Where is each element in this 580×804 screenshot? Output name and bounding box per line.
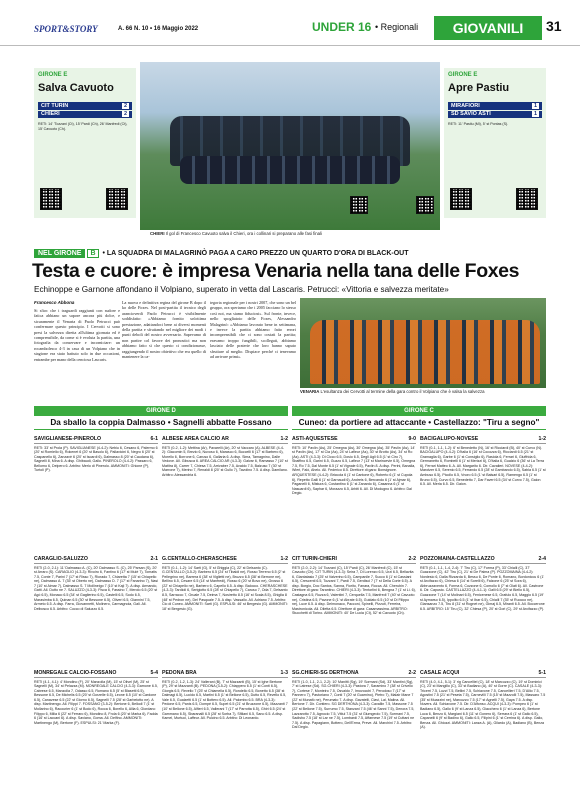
girone-c-section [292,406,546,430]
photo-caption [150,232,440,237]
goals-text: RETI: 11' Pastiu (Mi), 5' st Pontas (S). [448,122,509,126]
girone-label: GIRONE E [38,72,68,78]
qr-code-icon [40,188,62,210]
match-text: RETI: 33' st Prola (P). SAVIGLIANESE (4-4-2): Nebiu 6, Cesano 6, Palermo 6 (20' st Romiello 6), Rokenet 6 (20' st Basolo 6), Pallavicini 6, Negro 6 (20' st Caspanello 6), Zanzavè 6 (20' st Isoardi 6), Dalmasso 8 (20' st Caudana 6), Sagnelli 8, Mina 6. A disp. Ghibaudi, Gallo. PINEROLO (4-4-2): Passaro 6, Bellomo 6, Delpero 6. Arbitro: Merlo di Pinerolo. AMMONITI: Ghione (P), Turtoli (P). [34,445,158,473]
right-result-box [444,68,546,218]
qr-code-icon [450,188,472,210]
article-author: Francesco Abbona [34,300,75,305]
score-row: SD SAVIO ASTI 1 [448,111,542,119]
girone-tag: NEL GIRONE [34,249,85,258]
match-report [34,436,158,552]
result-title: Apre Pastiu [448,82,510,94]
venaria-caption-text: L'esultanza dei Cervotti al termine della gara contro il Volpiano che è valsa la salvezza [320,389,485,394]
match-header: MONREGALE CALCIO-FOSSANO 5-4 [34,670,158,676]
section-header-bar [34,406,288,416]
match-report [292,670,416,790]
girone-label: GIRONE E [448,72,478,78]
match-text: RETI (0-1, 1-2): 14' Sarti (G), 5' st Ghiggia (C), 22' st Delsanto (C). G.CENTALLO (3-5-2): Barbero 6.5 (24' st Tibaldi ne), Rosso Terreno 6.5 (2' st Pellegrino ne), Barrera 6 (38' st Viglietti ne), Bruzzo 6.5 (38' st Berrone ne), Bellino 6.5, Cesare 6.5 (14' st Manfredi), Rosso 6 (20' st Bovo ne), Grosso 6 (22' st Chiapello ne), Barbero 6, Capello 6.5. A disp. Balocco. CHERASCHESE (4-3-3): Tardioli 6, Serigiotto 6.5 (28' st Chiapello 7), Caruso 7, Oda 7, Delsanto 8.5, Sarracco 7, Gruale 7.5, Deima 7, Nosiretto 8.5 (16' st Scala 8.5), Ghiglia 8 (48' st Pedron ne), Del Pasquale 7.5. A disp. Vassallo. All. Adriano 7.5. Arbitro: Cio di Cuneo. AMMONITI: Sarti (G). ESPULSI: 46' st Bergesio (G). AMMONITI: 18' st Bergesio (G). [162,565,288,611]
article-kicker [34,248,546,258]
section-title: Da sballo la coppia Dalmasso • Sagnelli abbatte Fossano [34,416,288,430]
article-column: Si sfioc che i traguardi raggiunti con sudore e fatica abbiano un sapore ancora più dolce, e sicuramente il Venaria di Paolo Petrucci può confermare questo principio. I Cervotti si sono presi la salvezza diretta all'ultima giornata ed è comprensibile, da come si è evoluta la partita, una fotografia da conservare e incorniciare: un rocambolesco 4-3 in casa di un Volpiano che in stagione era stato battuto solo in due occasioni, entrambe per mano della cenciosa Lascaris. [34,308,120,362]
match-report [162,670,288,790]
match-header: SAVIGLIANESE-PINEROLO 6-1 [34,436,158,442]
players-celebrating [310,320,540,384]
match-report [292,436,416,552]
section-title: Cuneo: da portiere ad attaccante • Castellazzo: "Tiru a segno" [292,416,546,430]
kicker-text: • LA SQUADRA DI MALAGRINÒ PAGA A CARO PREZZO UN QUARTO D'ORA DI BLACK-OUT [102,249,409,257]
match-header: CIT TURIN-CHIERI 2-2 [292,556,416,562]
qr-code-icon [516,188,538,210]
match-header: BACIGALUPO-NOVESE 1-2 [420,436,546,442]
venaria-caption [300,390,546,395]
score-table [448,102,542,118]
match-header: PEDONA BRA 1-3 [162,670,288,676]
article-column: tegoria regionale per i nostri 2007, che sono un bel gruppo, ora speriamo che i 2005 facciano lo stesso così noi, ma siamo fiduciosi». Sul fronte, invece, nello spogliatoio delle Foxes, Alessandro Malagrinò: «Abbiamo lavorato bene in settimana, e invece la partita abbiamo fatto errori incomprensibili che ci sono costati la partita; eravamo troppo fungibili, scollegati, abbiamo lasciato delle praterie che loro hanno saputo sfruttare al meglio. Dispiace perché ci tenevamo ad arrivare primi». [210,300,296,360]
match-text: RETI (0-1, 1-1, 1-4, 2-4): 7' Tiru (C), 17' Forma (P), 33' Chialli (C), 37' Guazzone (C), 42' Tiru (C), 21' st De Palma (P). POZZOMAINA (4-4-2): Nordesio 6, Dalla Rizzarda 6, Bessu 6, De Ponte 6, Romano, Bordoniccu 6 (1' st Arcifazzo 6), Chiesa 6 (14' st Sorelli 6), Falzone 6 (25' st Sora 6), Abbruzzavento 6, Forma 6, Cozzone 6, Comollo 6 (7' st Olati 6). All. Castrone 6. Dir. Capusto. CASTELLAZZO (4-4-1-1): Galli 6.5 (29' st Biello 6.5), Guazzone 7 (14' st Molinari 6.5), Fenicenese 6.5, Grafulo 6.5, Maggio 6.5 (19' st Aymarso 6.5), Ippolito 6.5 (1' st Ibar 6.5), Chialli 7 (35' st Ruocco ne), Giansanzo 7.5, Tiru 8 (31' st Rognet ne), Gimaj 6.5, Miranti 6.5. All. Boccerone 6.5. ARBITRO: 15' Tiru (C), 32' Chiesa (P), 20' st Gori (C), 29' st Arcifazzo (P). [420,565,545,611]
section-label: GIRONE D [146,408,176,414]
match-text: RETI (2-0, 2-2): 14' Tozzani (C), 15' Pardi (C), 26' Manfredi (C), 15' st Cavuoto (Ch). CIT TURIN (4-3-3): Seira 7, Di Lorenzo 6.5, Urzi 6.5, Bellavita 6, Giantatasio 7 (25' st Valverino 6.5), Campanile 7, Succo 6 (1' st Cassiani 6.5), Crescenti 6.5, Tozzani 7, Pardi 7.5, Gerdisci 7 (7' st Della Corte 6.5). A disp. Borgio, Doc Santos, Sanna, Fiorito, Fanara, Rocca. All. Cherubin 7. Direttore di gara: Tarantino. CHIERI (4-3-3): Tentorlini 6, Bengna 7 (1' st Li. 6), Castagna 6.5, Ruzza 6, Valentini 7, Cerquella 7.5, Manfredi 7 (40' st Cavuoto ne), Cristina 6.5, Pavone 6 (1' st Abrate 6.5), Guidato 6.5 (10' st Di Filippo ne), Luce 6.5. A disp. Delmonaco, Pacconi, Spinelli, Pizzuti, Ferreira, Mastronicola. All. Diletta 6.5. Direttore di gara: Casamassima. ARBITRO: Stucchetti di Torino. AMMONITI: 40' De Lucia (Ct), 52' st Cavuoto (Ch). [292,565,416,616]
match-column [292,436,416,790]
match-header: SG.CHIERI-SG DERTHONA 2-2 [292,670,416,676]
match-column [420,436,546,790]
match-header: CASALE ACQUI 5-1 [420,670,546,676]
match-header: POZZOMAINA-CASTELLAZZO 2-4 [420,556,546,562]
players-front-row [180,156,400,184]
match-header: CARAGLIO-SALUZZO 2-1 [34,556,158,562]
page-number: 31 [546,18,562,34]
match-column [162,436,288,790]
match-report [34,670,158,790]
section-banner: GIOVANILI [434,16,542,40]
match-text: RETI (2-0, 2-1): 11' Dalmasso A. (C), 20' Dalmasso S. (C), 25' Parsan (S), 20' st Arraro (S). CARAGLIO (4-3-3): Rivoiro 6, Fantino 6 (17' st Mulè 7), Tomatis 7.5, Conte 7, Parini 7 (17' st Risso 7), Riorado 7, Chiaretta 7 (15' st Chiapello ne), Dalmasso A. 7 (35' st Oberto ne), Dalmasso D. 7 (17' st Fanarino 7), Nasi 7 (10' st Aimar 7), Dalmasso S. 7 Mollineigo 7 (10' st Kaji 7). A disp. Armando, Gatti. All. Dutto ne 7. SALUZZO (4-3-3): Fisca 6, Fassino 7, Merolo 6.5 (20' st Agò 6.5), Monaco 6.5 (34' st Gaglierino 6.5), Castelli 6.5, Sodo 6.5, Marasimba 6.5, Quinan 6.5 (30' st Bessone 6.5), Oliveri 6.5, Giannini 7.5, Armeto 6.5. A disp. Farra, Giovannetti, Molinero, Carmagnola, Gali. All. Delbosco 6.5. Arbitro: Cocco di Saluzzo 6.5. [34,565,158,611]
section-header-bar [292,406,546,416]
match-text: RETI (0-1, 1-1, 1-2): 6' st Benedetto (N), 16' st Ricciardi (B), 40' st Curvo (N). BACIGALUPO (4-4-2): D'Italia 6 (16' st Cocozza 6), Ricciardi 6.5 (21' st Gramaglia 6), Garbe 6 (1' st Consiglio 6), Rasiola 6, Ferrari 6, Giuffrida 6, Germanetto 6, Rombelli 6 (1' st Merizzi 6), D'Italia 6, Gualzio 6 (36' st La Terra 6), Ferrari Matteo 6. A. All. Margarito 6. Dir. Cavalieri. NOVESE (4-4-2): Marotzer 6.5, Serenio 6.5, Ferrando 6.5 (28' st Gambarolo 6.5), Sabla 6.5 (1' st Ambuso 6.5), Picollo 6.5, Vnoro 6.5 (1' st Balsari 6.5), Ramengo 6.5 (1' st Bruno 6.5), Curvo 6.5, Benedetto 7, Dar Faveri 6.5 (34' st Curvo 7.5), Gaion 6.5. All. Merla 6.5. Dir. Gaion. [420,445,546,487]
qr-code-icon [106,188,128,210]
left-result-box [34,68,136,218]
category-label: UNDER 16 [312,20,372,34]
venaria-caption-label: VENARIA [300,389,320,394]
score-table [38,102,132,118]
match-text: RETI: 10' Pavlin (As), 25' Omegna (As), 30' Omegna (As), 35' Pavlin (As), 14' st Pavlin (As), 17' st Cia (As), 24' st Lafleur (As), 30' st Brotto (As), 34' st Ro (As). ASTI (4-3-3): Di Cicco 6.5, Dosio 6.5, Degli Agli 6.5 (1' st Ciro 7), Sbaffino 6.5, Garini 6.5, Guzzo 6.5, Lafleur 7 (13' st Marincevie 6.5), Omegna 7.5, Ro 7.5, Dal Monte 6.5 (1' st Vignale 6.5), Pavlin 8. A disp. Perini, Banalla, Wieri, Falò, Ahelo. All. Federico 8.5. Direttore di gara: Bonsignore. ARQUESTESE (4-4-2): Briccola 6 (1' st Cantone 6), Roberto 6 (1' st Cupola 6), Repetto Galli 6 (1' st Garnaudi 6), Andreis 6, Bercando 6 (1' st Ajmar 6), Paganelli 6, Mistura 6, Costantino 6 (1' st Zanardo 6), Casanna 6 (1' st Nasuardi 6), Saphar 6, Morazzo 6.5, Arbiti 6. All. Di Modugno 6. Arbitro: Dal Degio. [292,445,416,496]
match-report [420,556,546,666]
photo-caption-label: CHIERI [150,231,165,236]
girone-tag-letter: B [87,249,98,258]
match-column [34,436,158,790]
result-title: Salva Cavuoto [38,82,114,94]
match-report [420,436,546,552]
qr-code-icon [416,196,434,214]
score-row: MIRAFIORI 1 [448,102,542,110]
match-header: ALBESE AREA CALCIO AR 1-2 [162,436,288,442]
page-header [0,0,580,46]
team-photo [140,62,440,230]
match-report [420,670,546,790]
match-header: ASTI-AQUESTESE 9-0 [292,436,416,442]
match-text: RETI (1-0, 1-1, 2-1, 2-2): 10' Manitti (Sg), 19' Sormani (Sd), 33' Mantini (Sg), 7' st Latrese (Sd). SG.CHIERI (4-3-3): Pastora 7, Saramino 7 (38' st Crivello 7), Cortese 7, Monteiro 7.5, Osvaldo 7, Imovocchi 7, Perodoso 7 (17' st Pannero 7), Pastoriano 7, Conti 7 (20' st Guarnino), Pietro 7), Malair Mane 7 (22' st Munafò ne), Perumato 7. A disp. Gavatelli, Ciavi, Lai, Malina. All. Bertone 7. Dir. Contiero. SG DERTHONA (4-3-3): Cavallin 7.5, Massone 7.5 (22' st Bellone 7.5), Surrumo 7.5, Stanzani 7.5 (46' st Sanni 7.5), Denora 7.5, Lazzarotto 7.5, Agnocio 7.5, Vitiul 7.5 (31' st Giumgeolo 7.5), Sormani 7.5, Sadisho 7.5 (18' st Lar ne 7.5), Lombardi 7.5, Affarnese 7.5 (19' st Cuttani ne 7.5). A disp. Papagiann, Bottero, Dell'Erma, Preve. All. Marchini 7.5. Arbitro: Dal Degio. [292,679,415,730]
subcategory-label: • Regionali [375,22,419,32]
match-report [34,556,158,666]
article-subhead: Echinoppe e Garnone affondano il Volpiano, superato in vetta dal Lascaris. Petrucci: «Vittoria e salvezza meritate» [34,285,449,294]
match-report [162,436,288,552]
article-headline: Testa e cuore: è impresa Venaria nella tana delle Foxes [32,260,520,282]
qr-code-icon [350,196,368,214]
match-text: RETI (4-0, 4-1, 5-1): 3' rig Cancelliel (C), 18' st Marcuzzo (C), 19' st Dominici (C), 23' st Mangillo (C), 33' st Badiano (A), 40' st Gorre (C). CASALE (4-3-3): Tricerri 7.5, Luzzi 7.5, Bellini 7.5, Schiavone 7.5, Cancellieri 7.5, D'Allio 7.5, Agostini 7.5 (21' st Peseta 7.5), Carnevilli 7.5 (15' st Mazzolli 7.5), Massaro 7.5 (35' st Muazzini ne), Marcuzzo 7.5 (17' st Agnelli 7.5), Gaya 7.5. A disp. Nuvers. All. Schiavone 7.5. Dir. D'Alfonso. ACQUI (4-3-3): Pompeo 6 (1' st Badiano 6.5), Gallo 6 (9' st Lanza 6.5), Giacchero 6 (1' st Lanza 6), Bertone Luca 6, Benzo 6, Margiani 6.5 (11' st Gonero 6), Serrara 6 (1' st Gallo 6.5), Capanelli 6 (9' st Badino 6), Gallo 6.5, Filipini 6 (1' st Cerrina 6). A disp. Galio, Benza. All. Ghiozzi. AMMONITI: Lanza A. (A), Gilardo (A), Badiano (B), Benza (A). [420,679,546,730]
girone-d-section [34,406,288,430]
match-report [162,556,288,666]
match-text: RETI (0-2, 1-2, 1-3): 24' Vallerani (B), 7' st Mazzanti (B), 15' st Ighe Bertone (P), 29' st Mazzanti (B). PEDONA (3-5-2): Chiappero 6.5 (1' st Conti 6.5), Giorgis 6.5, Revello 7 (25' st Chiamella 6.5), Rondello 6.5, Bonetto 6.5 (38' st Dalmagi 6.5), Lucido 6.5, Martini 6.5 (1' st Bellone 6.5), Dutto 6.5, Revello 6.5, Vale 6.5, Gualzetti 6.5 (1' st Bottero 6.5). All. Palombo 6.5. BRA (4-3-3): Pedone 6.5, Panis 6.5, Dompé 6.5, Supet 6.5 (21' st Bruzzone 6.5), Mazzanti 7 (10' st Bellone 6.5), Alfieri 6.5, Vallerani 7 (17' st Parrotta 6.5), Ghiri 6.5 (24' st Gammano 6.5), Sbaranalli 6.5 (28' st Sorba 7), Sfiliani 6.5, Sano 6.5. A disp. Kamel, Murtuci, Laffeur. All. Pulcino 6.5. Arbitro: Di Leonardo. [162,679,288,721]
match-header: G.CENTALLO-CHERASCHESE 1-2 [162,556,288,562]
goals-text: RETI: 14' 'Tozzani (Ct), 15' Pardi (Ch), 26' Manfredi (Ct), 15' Cavuoto (Ch). [38,122,128,131]
article-column: La nuova e definitiva regina del girone B dopo il ko delle Foxes. Nel post-partita il tecnico degli arancioverdi Paolo Petrucci è visibilmente soddisfatto: «Abbiamo fornito un'ottima prestazione, adattandoci bene ai diversi momenti della partita e sfruttando nel migliore dei modi i punti deboli del nostro avversario. Sapevamo di non partire col favore dei pronostici ma non abbiamo fatto sì che questo ci condizionasse, raggiungendo il nostro obiettivo che era quello di mantenere la ca- [122,300,206,360]
newspaper-logo: SPORT&STORY [34,24,98,34]
match-text: RETI (4-1, 4-1): 4' Mondino (F), 20' Manzolla (M), 15' st Olivel (M), 25' st Sagnelli (M), 34' st Pelazza (M). MONREGALE CALCIO (4-3-3): Garnone 6.5, Cabrese 6.5, Manzolla 7, Odasso 6.5, Romano 6.5 (5' st Blasetti 6.5), Bessone 6.5, De Michelis 6.5 (20' st Gorzelle 6.5), Leone 6.5 (10' st Cardone 6.5), Canavese 6.5 (22' st Giorno 6.5), Sagnelli 7.5 (28' st Garbelotto ne). A disp. Martinengo. All. Filippi 7. FOSSANO (3-5-2): Bertone 6, Bellodi 7 (1' st Mollarino 6), Racourier 6 (1' st Bodo 6), Rocca 6, Borello 6, Allia 6, Giordano Filippo 6, Milia 6 (22' st Ferraro 6), Mondino 8, Frola 6 (20' st Marka 6), Fadda 6 (16' st Laccani 6). A disp. Saviano, Goma. All. Delfino. AMMONITI: Martinengo (M), Bertone (F). ESPULSI: 21' Marka (F). [34,679,158,725]
score-row: CHIERI 2 [38,111,132,119]
match-text: RETI (0-2, 1-2): Mettina (Ar), Pavarelli (Ar), 20' st Vaccaro (A). ALBESE (4-4-2): Giacomin 5, Brezio 6, Nuvoso 6, Marasco 6, Buccelli 6 (17' st Barbero 6), Morello 6, Borrone 6, Caruso 6, Gallaria 6. A disp. Sima, Tamagnino, Dalle Vedove. All. Gibusca 6. AREA CALCIO AR (4-3-3): Galvar 6, Ramasso 7 (10' st Matitra 8), Carrer 7, Chiesa 7.5, Arrivaber 7.5, Avaldo 7.5, Balzuso 7 (30' st Marrone 7), Merino 7, Renaldi 8 (20' st Gullo 7), Tavolino 7.5. A disp. Damilano. Arbitro: Alessandria 6. [162,445,288,478]
match-report [292,556,416,666]
score-row: CIT TURIN 2 [38,102,132,110]
photo-caption-text: Il gol di Francesco Cavuoto salva il Chieri, ora i collinari si preparano alle fasi finali [165,231,322,236]
venaria-photo [300,298,546,388]
section-label: GIRONE C [404,408,434,414]
issue-info: A. 66 N. 10 • 16 Maggio 2022 [118,26,199,32]
